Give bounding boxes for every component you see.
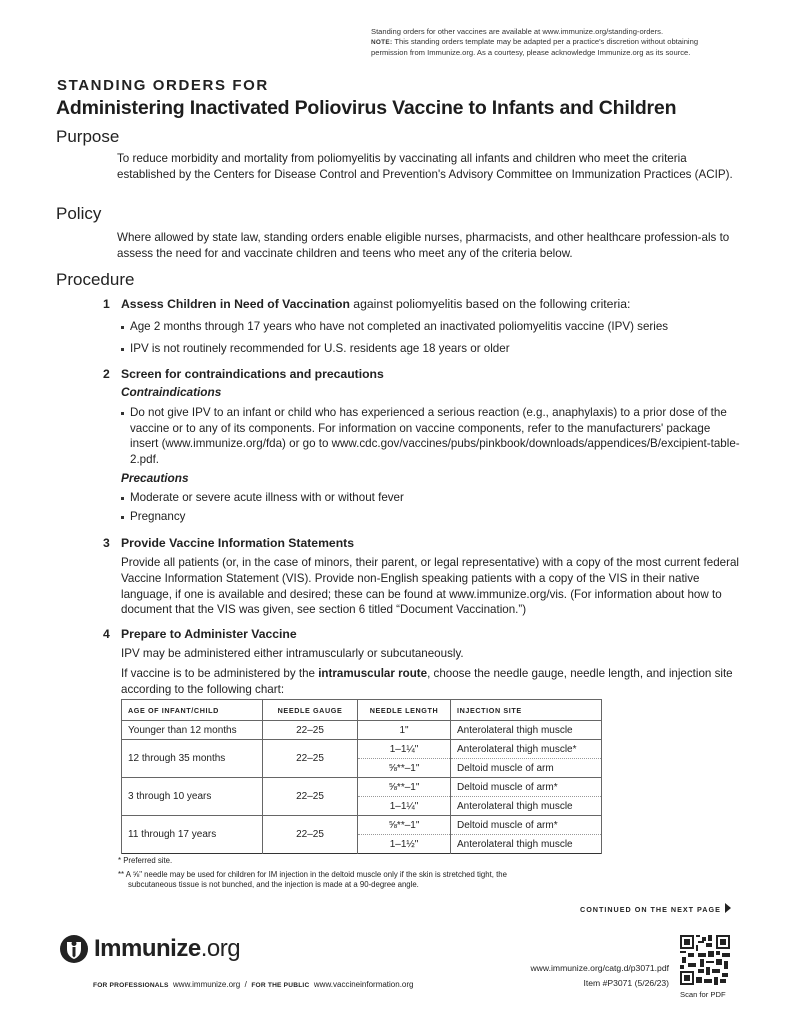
step-1 [103,296,743,312]
length-cell: ⅝**–1" [358,778,451,797]
public-label: FOR THE PUBLIC [251,982,310,989]
step-title: Prepare to Administer Vaccine [121,627,297,641]
top-note-line1: Standing orders for other vaccines are available at www.immunize.org/standing-orders. [371,27,664,36]
precautions-heading: Precautions [121,470,189,485]
logo-suffix: .org [200,935,241,962]
purpose-heading: Purpose [56,127,120,146]
step-number: 2 [103,367,110,381]
step-4-text1: IPV may be administered either intramuscularly or subcutaneously. [121,647,464,660]
logo-wordmark [94,935,240,963]
step-title-suffix: against poliomyelitis based on the following criteria: [349,297,631,311]
step-title: Provide Vaccine Information Statements [121,536,354,550]
continued-next-page [580,903,731,914]
precaution-item: Pregnancy [121,509,741,525]
site-cell: Anterolateral thigh muscle [451,797,602,816]
link-separator: / [244,980,247,989]
step-3 [103,535,743,551]
site-cell: Deltoid muscle of arm [451,759,602,778]
step-number: 1 [103,297,110,311]
purpose-text: To reduce morbidity and mortality from poliomyelitis by vaccinating all infants and children who meet the criteria established by the Centers for Disease Control and Prevention's Advisory Committee on Immunization Practices (ACIP). [117,152,733,181]
intramuscular-route-emphasis: intramuscular route [318,667,428,680]
col-header-length: NEEDLE LENGTH [358,700,451,721]
pdf-url-link[interactable]: www.immunize.org/catg.d/p3071.pdf [530,963,669,973]
length-cell: 1" [358,721,451,740]
length-cell: 1–1½" [358,835,451,854]
step-3-text: Provide all patients (or, in the case of minors, their parent, or legal representative) with a copy of the most current federal Vaccine Information Statement (VIS). Provide non-English speaking patients with a copy of the VIS in their native language, if one is available and desired; these can be found at www.immunize.org/vis. (For information about how to document that the VIS was given, see section 6 titled “Document Vaccination.”) [121,556,739,617]
top-note-line2: This standing orders template may be adapted per a practice's discretion without obtaining permission from Immunize.org. As a courtesy, please acknowledge Immunize.org as its source. [371,37,699,58]
note-label: NOTE: [371,39,393,47]
step-2-body [121,385,741,524]
policy-heading: Policy [56,204,102,223]
pro-label: FOR PROFESSIONALS [93,982,169,989]
site-cell: Deltoid muscle of arm* [451,816,602,835]
footer-item-info [530,961,669,991]
pro-url-link[interactable]: www.immunize.org [173,980,241,989]
criteria-item: IPV is not routinely recommended for U.S. residents age 18 years or older [121,341,741,357]
footnote-preferred-site: * Preferred site. [118,856,173,865]
table-row [122,816,602,835]
step-title: Assess Children in Need of Vaccination [121,297,350,311]
age-cell: Younger than 12 months [122,721,263,740]
age-cell: 12 through 35 months [122,740,263,778]
text-fragment: , choose the needle gauge, needle length, and injection site according to the following chart: [121,667,733,696]
col-header-gauge: NEEDLE GAUGE [263,700,358,721]
policy-text: Where allowed by state law, standing orders enable eligible nurses, pharmacists, and other healthcare profession-als to assess the need for and vaccinate children and teens who meet any of the criteria below. [117,231,730,260]
page-kicker: STANDING ORDERS FOR [57,77,269,94]
footnote-needle: ** A ⅝" needle may be used for children for IM injection in the deltoid muscle only if the skin is stretched tight, the subcutaneous tissue is not bunched, and the injection is made at a 90-degree angle. [118,869,507,889]
public-url-link[interactable]: www.vaccineinformation.org [313,980,414,989]
step-1-criteria [121,319,741,357]
immunize-shield-icon [59,934,89,964]
gauge-cell: 22–25 [263,778,358,816]
gauge-cell: 22–25 [263,816,358,854]
age-cell: 11 through 17 years [122,816,263,854]
page-title: Administering Inactivated Poliovirus Vaccine to Infants and Children [56,97,677,119]
age-cell: 3 through 10 years [122,778,263,816]
site-cell: Anterolateral thigh muscle [451,835,602,854]
criteria-item: Age 2 months through 17 years who have not completed an inactivated poliomyelitis vaccine (IPV) series [121,319,741,335]
contraindications-heading: Contraindications [121,385,222,399]
logo-name: Immunize [94,935,201,962]
qr-caption: Scan for PDF [680,990,726,999]
qr-code-icon[interactable] [680,935,730,985]
site-cell: Anterolateral thigh muscle [451,721,602,740]
continued-label: CONTINUED ON THE NEXT PAGE [580,905,721,914]
length-cell: ⅝**–1" [358,816,451,835]
gauge-cell: 22–25 [263,721,358,740]
immunize-logo [59,934,240,964]
needle-chart-table [121,699,602,854]
site-cell: Deltoid muscle of arm* [451,778,602,797]
item-number: Item #P3071 (5/26/23) [583,978,669,988]
step-title: Screen for contraindications and precautions [121,367,384,381]
top-note [371,27,736,59]
table-header-row [122,700,602,721]
length-cell: 1–1¼" [358,797,451,816]
step-number: 4 [103,627,110,641]
step-4-text2 [121,666,741,698]
procedure-heading: Procedure [56,270,135,289]
length-cell: 1–1¼" [358,740,451,759]
table-footnotes [118,856,538,891]
step-number: 3 [103,536,110,550]
contraindication-item: Do not give IPV to an infant or child who has experienced a serious reaction (e.g., anaphylaxis) to a prior dose of the vaccine or to any of its components. For information on vaccine components, refer to the manufacturers' package insert (www.immunize.org/fda) or go to www.cdc.gov/vaccines/pubs/pinkbook/downloads/appendices/B/excipient-table-2.pdf. [121,405,741,468]
precaution-item: Moderate or severe acute illness with or without fever [121,490,741,506]
table-row [122,721,602,740]
text-fragment: If vaccine is to be administered by the [121,667,319,680]
col-header-age: AGE OF INFANT/CHILD [122,700,263,721]
gauge-cell: 22–25 [263,740,358,778]
step-4 [103,626,743,642]
step-2 [103,366,743,382]
play-arrow-icon [725,903,731,913]
table-row [122,778,602,797]
footer-links [93,980,414,989]
table-row [122,740,602,759]
col-header-site: INJECTION SITE [451,700,602,721]
site-cell: Anterolateral thigh muscle* [451,740,602,759]
length-cell: ⅝**–1" [358,759,451,778]
